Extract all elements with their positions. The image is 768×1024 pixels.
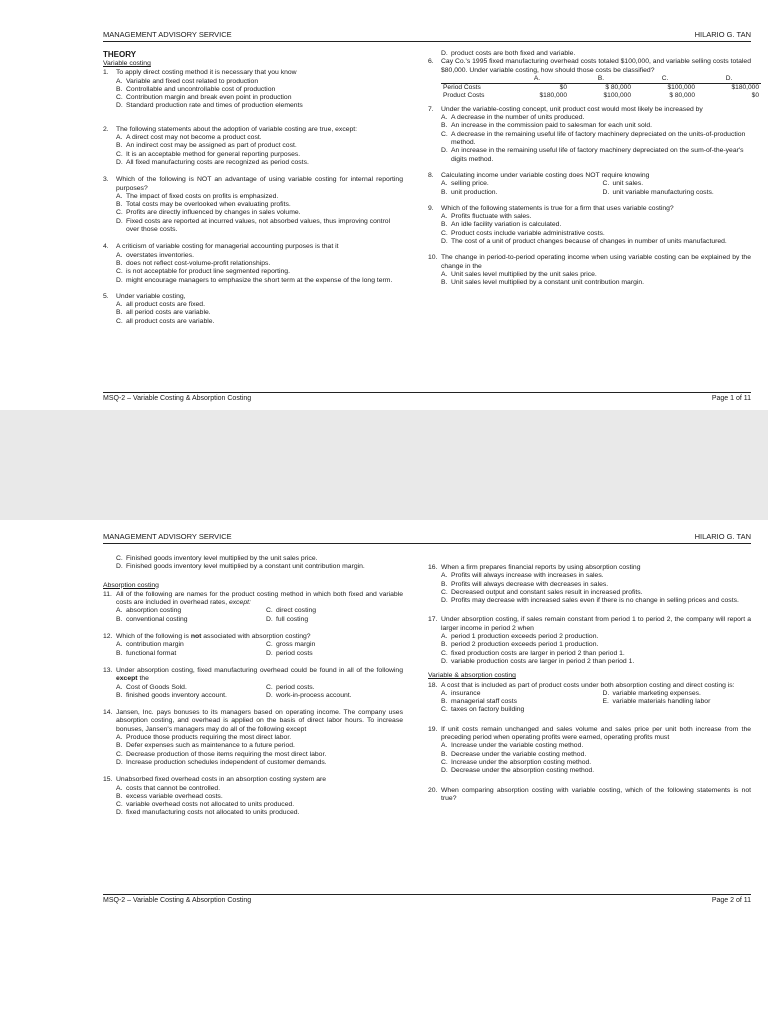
- question-1: 1. To apply direct costing method it is necessary that you know A. Variable and fixed cost related to production B. Controllable and uncontrollable cost of production C. Contribution margin and break even point in production D. Standard production rate and times of production elements: [103, 69, 303, 110]
- question-14: 14. Jansen, Inc. pays bonuses to its managers based on operating income. The company uses absorption costing, and overhead is applied on the basis of direct labor hours. To increase bonuses, Jansen's managers may do all of the following except A. Produce those products requiring the most direct labor. B. Defer expenses such as maintenance to a future period. C. Decrease production of those items requiring the most direct labor. D. Increase production schedules independent of customer demands.: [103, 709, 403, 766]
- question-17: 17. Under absorption costing, if sales remain constant from period 1 to period 2, the company will report a larger income in period 2 when A. period 1 production exceeds period 2 production. B. period 2 production exceeds period 1 production. C. fixed production costs are larger in period 2 than period 1. D. variable production costs are larger in period 2 than period 1.: [428, 616, 751, 665]
- question-18: 18. A cost that is included as part of product costs under both absorption costing and direct costing is: A. insurance D. variable marketing expenses. B. managerial staff costs E. variable materials handling labor C. taxes on factory building: [428, 681, 735, 714]
- section-heading: Absorption costing: [103, 581, 159, 589]
- question-19: 19. If unit costs remain unchanged and sales volume and sales price per unit both increase from the preceding period when operating profits were earned, operating profits must A. Increase under the variable costing method. B. Decrease under the variable costing method. C. Increase under the absorption costing method. D. Decrease under the absorption costing method.: [428, 725, 751, 775]
- question-20: 20. When comparing absorption costing with variable costing, which of the following statements is not true?: [428, 786, 751, 802]
- header-author: HILARIO G. TAN: [694, 30, 751, 39]
- left-column: [103, 50, 403, 331]
- left-column: [103, 555, 403, 823]
- question-3: 3. Which of the following is NOT an advantage of using variable costing for internal reporting purposes? A. The impact of fixed costs on profits is emphasized. B. Total costs may be overlooked when evaluating profits. C. Profits are directly influenced by changes in sales volume. D. Fixed costs are reported at incurred values, not absorbed values, thus improving control over those costs.: [103, 176, 403, 234]
- right-column: [428, 50, 759, 293]
- theory-heading: THEORY: [103, 50, 137, 59]
- footer-title: MSQ-2 – Variable Costing & Absorption Costing: [103, 395, 252, 402]
- page-1: [0, 0, 768, 410]
- header-title: MANAGEMENT ADVISORY SERVICE: [103, 532, 232, 541]
- page-footer: [103, 392, 751, 404]
- question-4: 4. A criticism of variable costing for managerial accounting purposes is that it A. overstates inventories. B. does not reflect cost-volume-profit relationships. C. is not acceptable for product line segmented reporting. D. might encourage managers to emphasize the short term at the expense of the long term.: [103, 243, 393, 284]
- question-15: 15. Unabsorbed fixed overhead costs in an absorption costing system are A. costs that cannot be controlled. B. excess variable overhead costs. C. variable overhead costs not allocated to units produced. D. fixed manufacturing costs not allocated to units produced.: [103, 776, 327, 817]
- section-heading: Variable & absorption costing: [428, 672, 516, 680]
- question-16: 16. When a firm prepares financial reports by using absorption costing A. Profits will always increase with increases in sales. B. Profits will always decrease with decreases in sales. C. Decreased output and constant sales result in increased profits. D. Profits may decrease with increased sales even if there is no change in selling prices and costs.: [428, 564, 739, 605]
- question-5-option-d: D. product costs are both fixed and variable.: [441, 50, 576, 57]
- section-heading: Variable costing: [103, 60, 151, 67]
- question-12: 12. Which of the following is not associated with absorption costing? A. contribution margin C. gross margin B. functional format D. period costs: [103, 633, 316, 657]
- question-6: 6. Cay Co.'s 1995 fixed manufacturing overhead costs totaled $100,000, and variable selling costs totaled $80,000. Under variable costing, how should those costs be classified? A. B. C. D. Period Costs $0 $ 80,000 $100,000 $180,000 Product Costs $180,000 $100,000 $ 80,000 $0: [428, 58, 759, 99]
- question-11: 11. All of the following are names for the product costing method in which both fixed and variable costs are included in overhead rates, except: A. absorption costing C. direct costing B. conventional costing D. full costing: [103, 590, 403, 623]
- table-row: Period Costs $0 $ 80,000 $100,000 $180,000: [443, 83, 759, 91]
- question-9: 9. Which of the following statements is true for a firm that uses variable costing? A. Profits fluctuate with sales. B. An idle facility variation is calculated. C. Product costs include variable administrative costs. D. The cost of a unit of product changes because of changes in number of units manufactured.: [428, 204, 727, 246]
- question-13: 13. Under absorption costing, fixed manufacturing overhead could be found in all of the following except the A. Cost of Goods Sold. C. period costs. B. finished goods inventory account. D. work-in-process account.: [103, 666, 403, 699]
- right-column: [428, 564, 751, 808]
- page-number: Page 2 of 11: [711, 897, 751, 904]
- question-2: 2. The following statements about the adoption of variable costing are true, except: A. A direct cost may not become a product cost. B. An indirect cost may be assigned as part of product cost. C. It is an acceptable method for general reporting purposes. D. All fixed manufacturing costs are recognized as period costs.: [103, 125, 358, 166]
- question-7: 7. Under the variable-costing concept, unit product cost would most likely be increased by A. A decrease in the number of units produced. B. An increase in the commission paid to salesman for each unit sold. C. A decrease in the remaining useful life of factory machinery depreciated on the units-of-production method. D. An increase in the remaining useful life of factory machinery depreciated on the sum-of-the-year's digits method.: [428, 105, 746, 163]
- header-author: HILARIO G. TAN: [694, 532, 751, 541]
- table-row: Product Costs $180,000 $100,000 $ 80,000 $0: [443, 91, 759, 99]
- question-10: 10. The change in period-to-period operating income when using variable costing can be explained by the change in the A. Unit sales level multiplied by the unit sales price. B. Unit sales level multiplied by a constant unit contribution margin.: [428, 254, 751, 287]
- page-footer: [103, 894, 751, 906]
- page-header: [103, 531, 751, 544]
- question-10-option-c: C. Finished goods inventory level multiplied by the unit sales price.: [116, 555, 318, 562]
- question-8: 8. Calculating income under variable costing does NOT require knowing A. selling price. C. unit sales. B. unit production. D. unit variable manufacturing costs.: [428, 171, 714, 196]
- classification-table: A. B. C. D. Period Costs $0 $ 80,000 $100,000 $180,000 Product Costs $180,000 $100,000 $ 80,000 $0: [443, 74, 759, 99]
- question-5: 5. Under variable costing, A. all product costs are fixed. B. all period costs are variable. C. all product costs are variable.: [103, 292, 215, 325]
- page-number: Page 1 of 11: [711, 395, 751, 402]
- question-10-option-d: D. Finished goods inventory level multiplied by a constant unit contribution margin.: [116, 563, 365, 571]
- page-header: [103, 29, 751, 42]
- footer-title: MSQ-2 – Variable Costing & Absorption Costing: [103, 897, 252, 904]
- page-2: [0, 520, 768, 1024]
- header-title: MANAGEMENT ADVISORY SERVICE: [103, 30, 232, 39]
